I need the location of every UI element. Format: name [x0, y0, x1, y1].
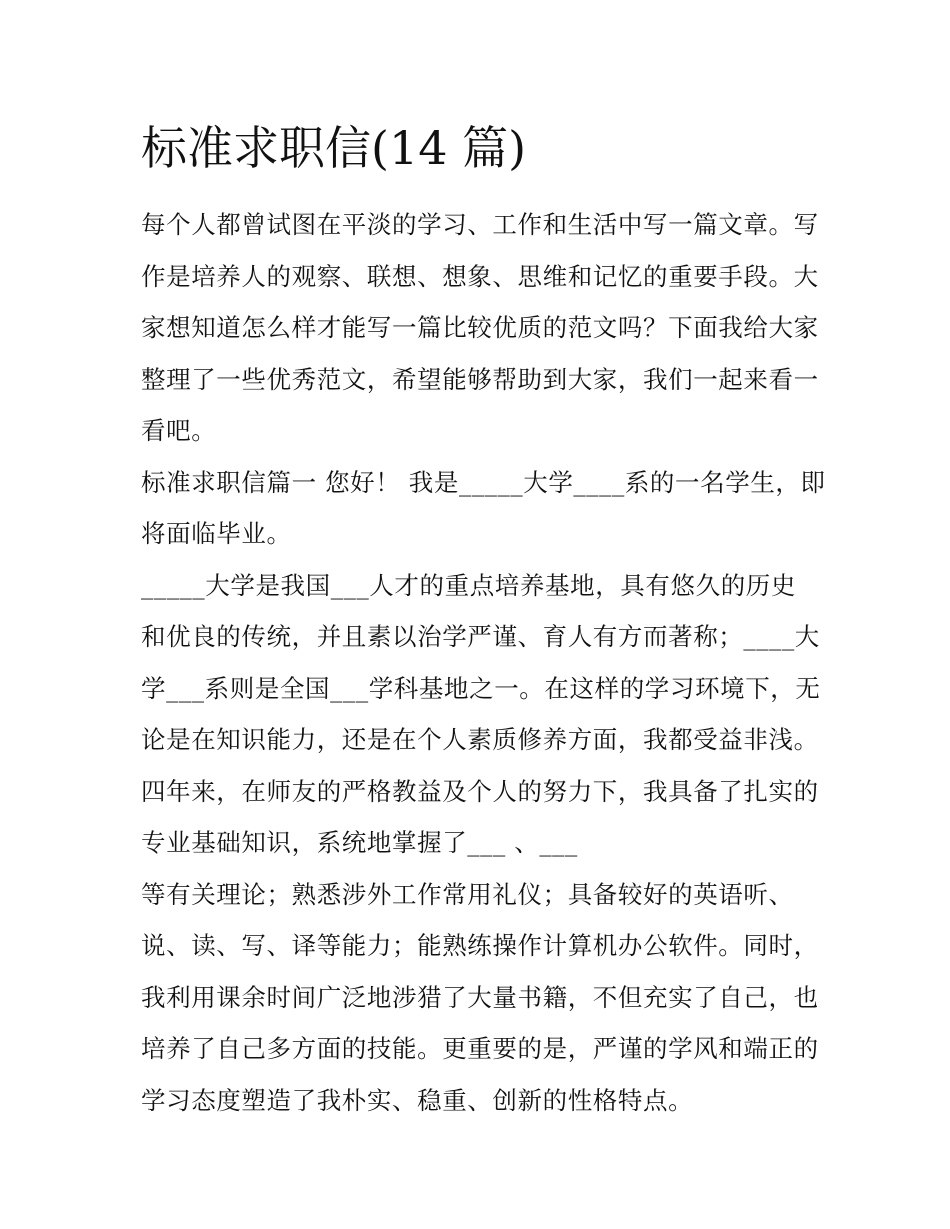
- body-line: 学___系则是全国___学科基地之一。在这样的学习环境下，无: [141, 673, 821, 703]
- body-line: 作是培养人的观察、联想、想象、思维和记忆的重要手段。大: [141, 261, 819, 291]
- body-line: 将面临毕业。: [141, 519, 292, 548]
- body-line: 等有关理论；熟悉涉外工作常用礼仪；具备较好的英语听、: [141, 879, 794, 909]
- body-line: _____大学是我国___人才的重点培养基地，具有悠久的历史: [141, 570, 796, 600]
- body-line: 看吧。: [141, 416, 217, 445]
- body-line: 论是在知识能力，还是在个人素质修养方面，我都受益非浅。: [141, 725, 819, 754]
- body-line: 和优良的传统，并且素以治学严谨、育人有方而著称；____大: [141, 622, 820, 651]
- body-line: 学习态度塑造了我朴实、稳重、创新的性格特点。: [141, 1085, 694, 1115]
- body-line: 培养了自己多方面的技能。更重要的是，严谨的学风和端正的: [141, 1034, 819, 1063]
- document-body: [141, 199, 826, 1126]
- body-line: 家想知道怎么样才能写一篇比较优质的范文吗？下面我给大家: [141, 313, 819, 342]
- body-line: 说、读、写、译等能力；能熟练操作计算机办公软件。同时，: [141, 931, 819, 960]
- body-line: 每个人都曾试图在平淡的学习、工作和生活中写一篇文章。写: [141, 210, 819, 239]
- body-line: 我利用课余时间广泛地涉猎了大量书籍，不但充实了自己，也: [141, 982, 819, 1012]
- body-line: 专业基础知识，系统地掌握了___ 、___: [141, 828, 578, 857]
- body-line: 四年来，在师友的严格教益及个人的努力下，我具备了扎实的: [141, 776, 819, 806]
- body-line: 标准求职信篇一 您好！ 我是_____大学____系的一名学生，即: [141, 467, 826, 497]
- document-title: 标准求职信(14 篇): [141, 121, 527, 175]
- body-line: 整理了一些优秀范文，希望能够帮助到大家，我们一起来看一: [141, 364, 819, 394]
